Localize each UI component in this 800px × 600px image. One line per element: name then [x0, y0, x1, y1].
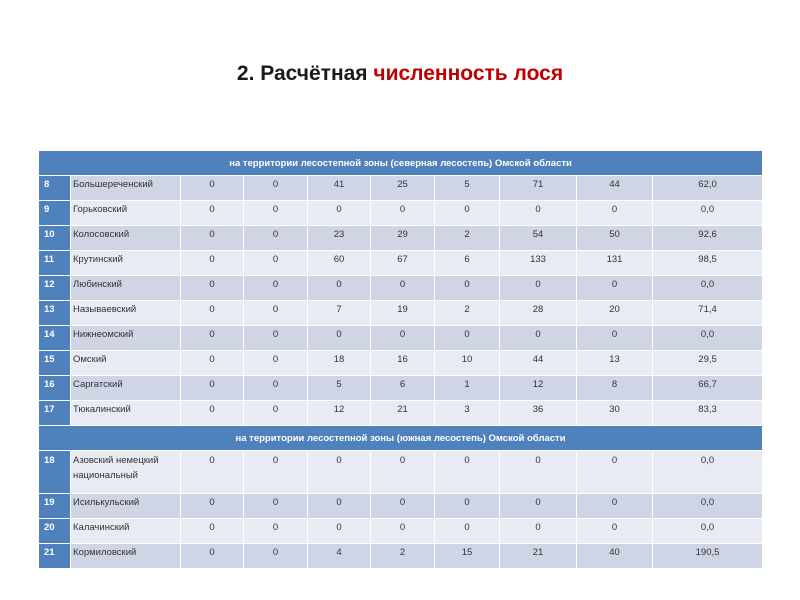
value-cell: 0 [371, 494, 435, 519]
value-cell: 0 [500, 326, 577, 351]
value-cell: 0 [371, 276, 435, 301]
value-cell: 21 [371, 401, 435, 426]
value-cell: 92,6 [653, 226, 763, 251]
table-row [39, 301, 763, 326]
value-cell: 7 [308, 301, 371, 326]
row-number: 15 [39, 351, 71, 376]
value-cell: 0 [577, 326, 653, 351]
value-cell: 8 [577, 376, 653, 401]
value-cell: 0 [181, 544, 244, 569]
value-cell: 0,0 [653, 326, 763, 351]
value-cell: 0 [577, 519, 653, 544]
table-row [39, 201, 763, 226]
value-cell: 0 [244, 176, 308, 201]
value-cell: 0 [181, 351, 244, 376]
table-row [39, 451, 763, 494]
value-cell: 0 [308, 326, 371, 351]
value-cell: 0 [308, 451, 371, 494]
row-number: 21 [39, 544, 71, 569]
value-cell: 0 [244, 251, 308, 276]
value-cell: 41 [308, 176, 371, 201]
value-cell: 4 [308, 544, 371, 569]
value-cell: 0 [244, 451, 308, 494]
value-cell: 0 [244, 326, 308, 351]
value-cell: 98,5 [653, 251, 763, 276]
value-cell: 62,0 [653, 176, 763, 201]
value-cell: 2 [371, 544, 435, 569]
value-cell: 60 [308, 251, 371, 276]
value-cell: 0 [244, 519, 308, 544]
value-cell: 0 [181, 519, 244, 544]
moose-population-table [38, 150, 763, 569]
value-cell: 0 [435, 326, 500, 351]
value-cell: 0 [244, 376, 308, 401]
value-cell: 23 [308, 226, 371, 251]
row-number: 17 [39, 401, 71, 426]
value-cell: 20 [577, 301, 653, 326]
value-cell: 19 [371, 301, 435, 326]
value-cell: 0 [181, 201, 244, 226]
value-cell: 0 [244, 301, 308, 326]
value-cell: 50 [577, 226, 653, 251]
value-cell: 0 [181, 451, 244, 494]
value-cell: 0,0 [653, 451, 763, 494]
district-name: Кормиловский [71, 544, 181, 569]
value-cell: 0 [308, 494, 371, 519]
value-cell: 15 [435, 544, 500, 569]
district-name: Саргатский [71, 376, 181, 401]
slide-title [0, 62, 800, 86]
value-cell: 0 [500, 494, 577, 519]
value-cell: 16 [371, 351, 435, 376]
value-cell: 54 [500, 226, 577, 251]
row-number: 16 [39, 376, 71, 401]
title-prefix: 2. Расчётная [236, 62, 374, 85]
row-number: 13 [39, 301, 71, 326]
district-name: Крутинский [71, 251, 181, 276]
value-cell: 0 [181, 301, 244, 326]
value-cell: 0 [244, 494, 308, 519]
value-cell: 0 [435, 451, 500, 494]
row-number: 20 [39, 519, 71, 544]
value-cell: 0,0 [653, 519, 763, 544]
value-cell: 29,5 [653, 351, 763, 376]
district-name: Называевский [71, 301, 181, 326]
value-cell: 36 [500, 401, 577, 426]
section-heading: на территории лесостепной зоны (северная лесостепь) Омской области [39, 151, 763, 176]
row-number: 8 [39, 176, 71, 201]
value-cell: 0,0 [653, 494, 763, 519]
value-cell: 0 [181, 226, 244, 251]
value-cell: 0 [181, 401, 244, 426]
table-row [39, 494, 763, 519]
value-cell: 131 [577, 251, 653, 276]
value-cell: 0 [181, 276, 244, 301]
row-number: 10 [39, 226, 71, 251]
table-row [39, 176, 763, 201]
district-name: Калачинский [71, 519, 181, 544]
value-cell: 0 [244, 226, 308, 251]
value-cell: 0 [371, 451, 435, 494]
value-cell: 0 [500, 451, 577, 494]
district-name: Омский [71, 351, 181, 376]
value-cell: 5 [435, 176, 500, 201]
value-cell: 83,3 [653, 401, 763, 426]
district-name: Азовский немецкий национальный [71, 451, 181, 494]
table-row [39, 226, 763, 251]
title-highlight: численность лося [373, 62, 564, 85]
value-cell: 0 [371, 326, 435, 351]
value-cell: 0 [244, 276, 308, 301]
value-cell: 190,5 [653, 544, 763, 569]
value-cell: 66,7 [653, 376, 763, 401]
value-cell: 133 [500, 251, 577, 276]
district-name: Колосовский [71, 226, 181, 251]
value-cell: 0,0 [653, 201, 763, 226]
value-cell: 29 [371, 226, 435, 251]
row-number: 11 [39, 251, 71, 276]
value-cell: 0 [244, 201, 308, 226]
row-number: 9 [39, 201, 71, 226]
value-cell: 0 [308, 519, 371, 544]
table-row [39, 251, 763, 276]
section-header-row [39, 151, 763, 176]
value-cell: 0 [577, 276, 653, 301]
value-cell: 28 [500, 301, 577, 326]
value-cell: 44 [577, 176, 653, 201]
row-number: 12 [39, 276, 71, 301]
value-cell: 0,0 [653, 276, 763, 301]
value-cell: 0 [371, 519, 435, 544]
value-cell: 0 [181, 251, 244, 276]
value-cell: 0 [181, 176, 244, 201]
value-cell: 0 [244, 544, 308, 569]
value-cell: 0 [500, 276, 577, 301]
value-cell: 2 [435, 301, 500, 326]
table-row [39, 326, 763, 351]
row-number: 14 [39, 326, 71, 351]
section-heading: на территории лесостепной зоны (южная лесостепь) Омской области [39, 426, 763, 451]
district-name: Любинский [71, 276, 181, 301]
row-number: 19 [39, 494, 71, 519]
district-name: Большереченский [71, 176, 181, 201]
value-cell: 67 [371, 251, 435, 276]
table-row [39, 544, 763, 569]
table-row [39, 351, 763, 376]
value-cell: 10 [435, 351, 500, 376]
value-cell: 0 [577, 201, 653, 226]
value-cell: 3 [435, 401, 500, 426]
value-cell: 2 [435, 226, 500, 251]
value-cell: 0 [435, 519, 500, 544]
value-cell: 6 [371, 376, 435, 401]
value-cell: 21 [500, 544, 577, 569]
value-cell: 44 [500, 351, 577, 376]
district-name: Горьковский [71, 201, 181, 226]
value-cell: 13 [577, 351, 653, 376]
district-name: Тюкалинский [71, 401, 181, 426]
value-cell: 0 [577, 451, 653, 494]
value-cell: 0 [500, 519, 577, 544]
table-row [39, 276, 763, 301]
value-cell: 6 [435, 251, 500, 276]
value-cell: 12 [308, 401, 371, 426]
value-cell: 0 [435, 276, 500, 301]
value-cell: 0 [371, 201, 435, 226]
value-cell: 25 [371, 176, 435, 201]
row-number: 18 [39, 451, 71, 494]
value-cell: 0 [435, 201, 500, 226]
value-cell: 5 [308, 376, 371, 401]
district-name: Нижнеомский [71, 326, 181, 351]
value-cell: 30 [577, 401, 653, 426]
value-cell: 0 [435, 494, 500, 519]
value-cell: 0 [181, 376, 244, 401]
table-row [39, 519, 763, 544]
value-cell: 18 [308, 351, 371, 376]
value-cell: 0 [308, 276, 371, 301]
value-cell: 1 [435, 376, 500, 401]
district-name: Исилькульский [71, 494, 181, 519]
value-cell: 0 [577, 494, 653, 519]
value-cell: 0 [308, 201, 371, 226]
value-cell: 0 [181, 494, 244, 519]
value-cell: 0 [181, 326, 244, 351]
value-cell: 71,4 [653, 301, 763, 326]
value-cell: 0 [244, 401, 308, 426]
value-cell: 40 [577, 544, 653, 569]
section-header-row [39, 426, 763, 451]
value-cell: 71 [500, 176, 577, 201]
value-cell: 12 [500, 376, 577, 401]
value-cell: 0 [244, 351, 308, 376]
value-cell: 0 [500, 201, 577, 226]
table-row [39, 376, 763, 401]
table-row [39, 401, 763, 426]
